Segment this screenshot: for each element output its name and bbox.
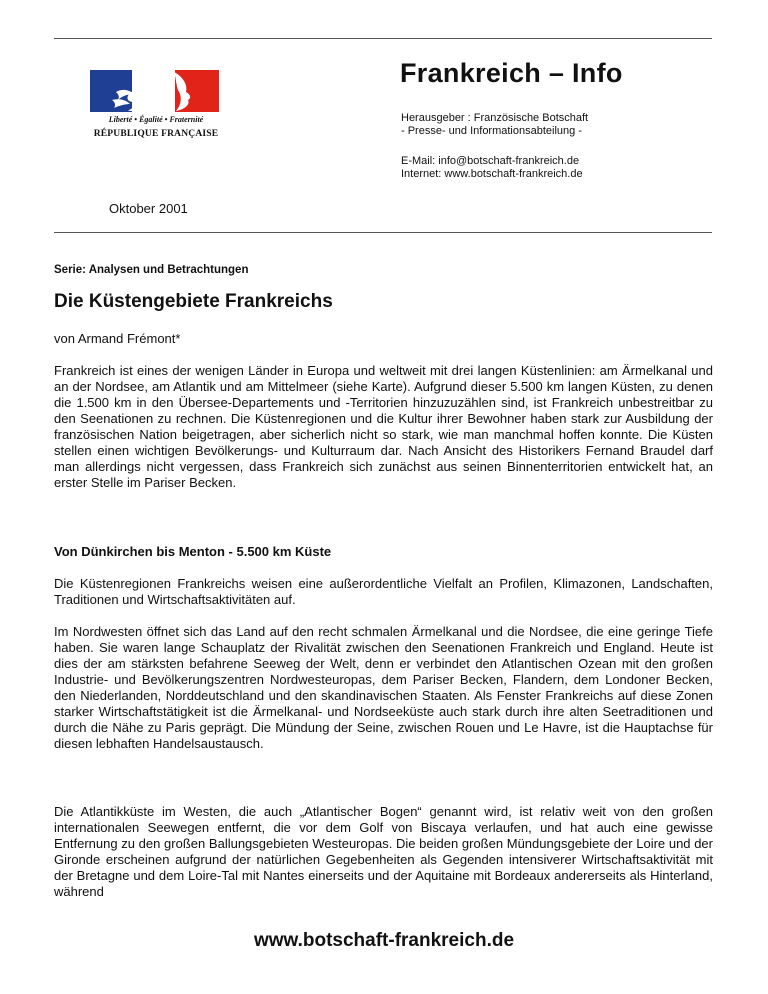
body-paragraph: Im Nordwesten öffnet sich das Land auf den recht schmalen Ärmelkanal und die Nordsee, die eine geringe Tiefe haben. Sie waren lange Schauplatz der Rivalität zwischen den Seenationen Frankreich und England. Heute ist dies der am stärksten befahrene Seeweg der Welt, denn er verbindet den Atlantischen Ozean mit den großen Industrie- und Bevölkerungszentren Nordwesteuropas, dem Pariser Becken, Flandern, dem Londoner Becken, den Niederlanden, Norddeutschland und den skandinavischen Staaten. Als Fenster Frankreichs auf diese Zonen starker Wirtschaftstätigkeit ist die Ärmelkanal- und Nordseeküste auch stark durch ihre alten Seetraditionen und durch die Nähe zu Paris geprägt. Die Mündung der Seine, zwischen Rouen und Le Havre, ist die Hauptachse für diesen lebhaften Handelsaustausch. [54,624,713,751]
body-paragraph: Die Küstenregionen Frankreichs weisen eine außerordentliche Vielfalt an Profilen, Klimazonen, Landschaften, Traditionen und Wirtschaftsaktivitäten auf. [54,576,713,607]
article-title: Die Küstengebiete Frankreichs [54,291,333,312]
publisher-line: Herausgeber : Französische Botschaft [401,112,589,124]
intro-paragraph: Frankreich ist eines der wenigen Länder in Europa und weltweit mit drei langen Küstenlinien: am Ärmelkanal und an der Nordsee, am Atlantik und am Mittelmeer (siehe Karte). Aufgrund dieser 5.500 km langen Küsten, zu denen die 1.500 km in den Übersee-Departements und -Territorien hinzuzuzählen sind, ist Frankreich unbestreitbar zu den Seenationen zu rechnen. Die Küstenregionen und die Kultur ihrer Bewohner haben stark zur Ausbildung der französischen Nation beigetragen, aber sicherlich nicht so stark, wie man manchmal hoffen konnte. Die Küsten stellen einen wichtigen Bevölkerungs- und Kulturraum dar. Nach Ansicht des Historikers Fernand Braudel darf man allerdings nicht vergessen, dass Frankreich sich zunächst aus seinen Binnenterritorien entwickelt hat, an erster Stelle im Pariser Becken. [54,363,713,490]
publication-date: Oktober 2001 [109,201,188,216]
republique-francaise-text: RÉPUBLIQUE FRANÇAISE [93,129,219,139]
article-author: von Armand Frémont* [54,331,181,346]
republique-francaise-logo [88,70,224,146]
body-paragraph: Die Atlantikküste im Westen, die auch „Atlantischer Bogen“ genannt wird, ist relativ weit von den großen internationalen Seewegen entfernt, die vor dem Golf von Biscaya verlaufen, und hat auch eine gewisse Entfernung zu den großen Ballungsgebieten Westeuropas. Die beiden großen Mündungsgebiete der Loire und der Gironde erscheinen aufgrund der natürlichen Gegebenheiten als Gegenden intensiverer Wirtschaftsaktivität mit der Bretagne und dem Loire-Tal mit Nantes einerseits und der Aquitaine mit Bordeaux andererseits als Hinterland, während [54,804,713,899]
top-divider [54,38,712,39]
publisher-department: - Presse- und Informationsabteilung - [401,125,582,137]
marianne-profile-icon [106,70,216,112]
section-heading: Von Dünkirchen bis Menton - 5.500 km Küste [54,544,332,559]
publication-title: Frankreich – Info [400,58,623,88]
header-divider [54,232,712,233]
motto-text: Liberté • Égalité • Fraternité [108,115,204,124]
contact-email: E-Mail: info@botschaft-frankreich.de [401,155,580,167]
footer-website: www.botschaft-frankreich.de [253,930,515,951]
series-label: Serie: Analysen und Betrachtungen [54,264,249,276]
contact-website: Internet: www.botschaft-frankreich.de [401,168,583,180]
